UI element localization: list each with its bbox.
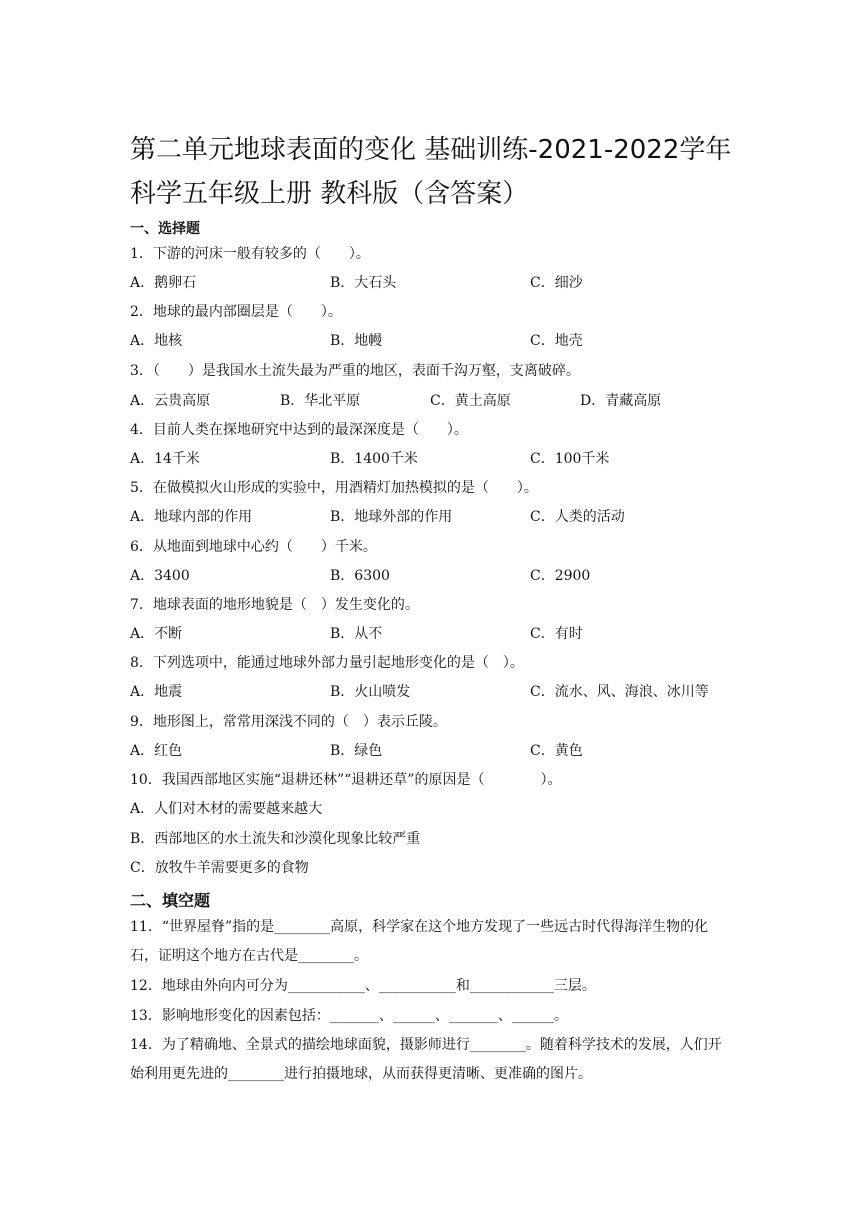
question-8: 8．下列选项中，能通过地球外部力量引起地形变化的是（ ）。 [130,655,524,671]
option-b: B．华北平原 [280,393,361,409]
option-d: D．青藏高原 [580,393,662,409]
option-a: A．3400 [130,568,190,584]
options-4 [130,448,740,470]
option-c: C．地壳 [530,333,583,349]
option-a: A．不断 [130,626,183,642]
option-c: C．2900 [530,568,591,584]
section-heading-choice: 一、选择题 [130,221,200,237]
options-7 [130,623,740,645]
options-2 [130,330,740,352]
option-c: C．黄土高原 [430,393,511,409]
option-a: A．鹅卵石 [130,275,197,291]
option-c: C．有时 [530,626,583,642]
option-c: C．人类的活动 [530,509,625,525]
option-b: B．大石头 [330,275,397,291]
question-6: 6．从地面到地球中心约（ ）千米。 [130,539,377,555]
option-a: A．云贵高原 [130,393,211,409]
option-c: C．黄色 [530,743,583,759]
question-3: 3．（ ）是我国水土流失最为严重的地区，表面千沟万壑，支离破碎。 [130,363,580,379]
page-title: 第二单元地球表面的变化 基础训练-2021-2022学年科学五年级上册 教科版（含答案） [130,135,732,209]
option-b: B．地幔 [330,333,383,349]
question-12: 12．地球由外向内可分为___________、___________和____________三层。 [130,978,596,994]
option-b: B．火山喷发 [330,684,411,700]
section-heading-fill: 二、填空题 [130,891,211,910]
options-3 [130,390,740,412]
option-b: B．绿色 [330,743,383,759]
option-b: B．从不 [330,626,383,642]
options-5 [130,506,740,528]
option-a: A．地球内部的作用 [130,509,253,525]
question-5: 5．在做模拟火山形成的实验中，用酒精灯加热模拟的是（ ）。 [130,480,538,496]
option-c: C．100千米 [530,451,610,467]
option-b: B．地球外部的作用 [330,509,453,525]
options-8 [130,681,740,703]
options-6 [130,565,740,587]
question-10-option-a: A．人们对木材的需要越来越大 [130,801,323,817]
question-4: 4．目前人类在探地研究中达到的最深深度是（ ）。 [130,422,468,438]
question-14: 14．为了精确地、全景式的描绘地球面貌，摄影师进行________。随着科学技术的发展，人们开始利用更先进的________进行拍摄地球，从而获得更清晰、更准确的图片。 [130,1037,722,1082]
question-1: 1．下游的河床一般有较多的（ ）。 [130,246,370,262]
option-c: C．细沙 [530,275,583,291]
option-a: A．地核 [130,333,183,349]
option-c: C．流水、风、海浪、冰川等 [530,684,709,700]
option-a: A．地震 [130,684,183,700]
option-a: A．14千米 [130,451,200,467]
options-9 [130,740,740,762]
question-7: 7．地球表面的地形地貌是（ ）发生变化的。 [130,597,419,613]
question-11: 11．“世界屋脊”指的是________高原，科学家在这个地方发现了一些远古时代得海洋生物的化石，证明这个地方在古代是________。 [130,919,709,964]
question-10-option-c: C．放牧牛羊需要更多的食物 [130,860,309,876]
options-1 [130,272,740,294]
option-a: A．红色 [130,743,183,759]
question-10-option-b: B．西部地区的水土流失和沙漠化现象比较严重 [130,831,421,847]
question-9: 9．地形图上，常常用深浅不同的（ ）表示丘陵。 [130,714,447,730]
question-10: 10．我国西部地区实施“退耕还林”“退耕还草”的原因是（ ）。 [130,772,562,788]
question-2: 2．地球的最内部圈层是（ ）。 [130,304,342,320]
option-b: B．6300 [330,568,390,584]
option-b: B．1400千米 [330,451,418,467]
question-13: 13．影响地形变化的因素包括：_______、______、_______、______。 [130,1008,568,1024]
